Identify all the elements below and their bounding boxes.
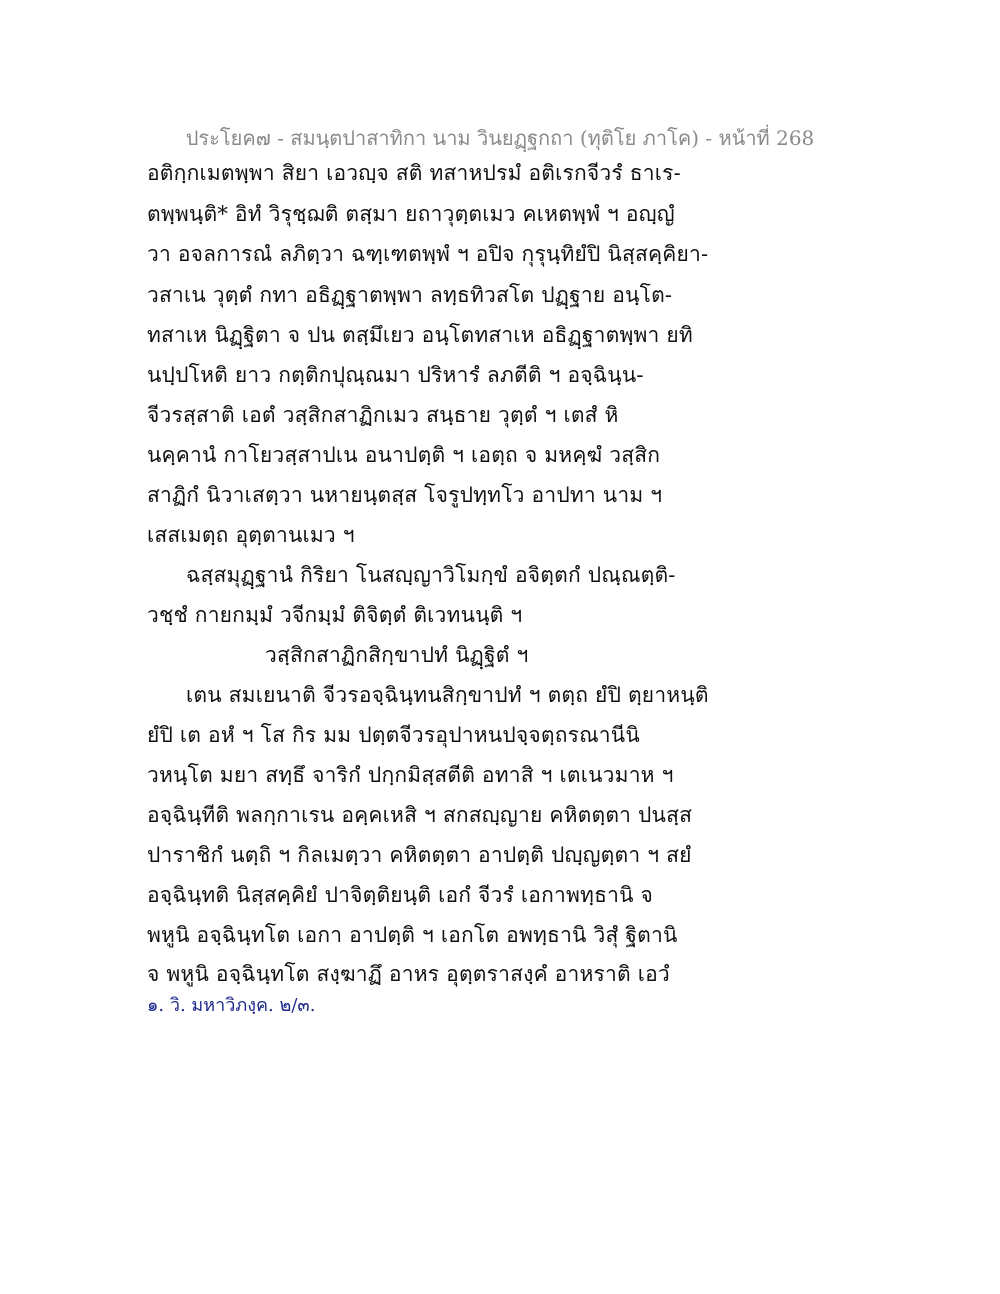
body-line: ฉสฺสมุฏฺฐานํ กิริยา โนสญฺญาวิโมกฺขํ อจิตฺตกํ ปณฺณตฺติ- — [186, 563, 676, 587]
body-line: สาฏิกํ นิวาเสตฺวา นหายนฺตสฺส โจรูปทฺทโว อาปทา นาม ฯ — [147, 483, 663, 507]
body-line: วา อจลการณํ ลภิตฺวา ฉฑฺเฑตพฺพํ ฯ อปิจ กุรุนฺทิยํปิ นิสฺสคฺคิยา- — [147, 242, 709, 266]
body-line: จ พหูนิ อจฺฉินฺทโต สงฺฆาฏึ อาหร อุตฺตราสงฺคํ อาหราติ เอวํ — [147, 962, 670, 986]
page-header: ประโยค๗ - สมนฺตปาสาทิกา นาม วินยฏฺฐกถา (ทุติโย ภาโค) - หน้าที่ 268 — [185, 126, 815, 150]
body-line: อจฺฉินฺทติ นิสฺสคฺคิยํ ปาจิตฺติยนฺติ เอกํ จีวรํ เอกาพทฺธานิ จ — [147, 883, 654, 907]
body-line: ทสาเห นิฏฺฐิตา จ ปน ตสฺมึเยว อนฺโตทสาเห อธิฏฺฐาตพฺพา ยทิ — [147, 323, 693, 347]
body-line: เตน สมเยนาติ จีวรอจฺฉินฺทนสิกฺขาปทํ ฯ ตตฺถ ยํปิ ตฺยาหนฺติ — [186, 683, 709, 707]
body-line: วชฺชํ กายกมฺมํ วจีกมฺมํ ติจิตฺตํ ติเวทนนฺติ ฯ — [147, 603, 523, 627]
body-line: ตพฺพนฺติ* อิทํ วิรุชฺฌติ ตสฺมา ยถาวุตฺตเมว คเหตพฺพํ ฯ อญฺญํ — [147, 202, 675, 226]
body-line: เสสเมตฺถ อุตฺตานเมว ฯ — [147, 523, 355, 547]
footnote: ๑. วิ. มหาวิภงฺค. ๒/๓. — [147, 995, 316, 1016]
body-line: นคฺคานํ กาโยวสฺสาปเน อนาปตฺติ ฯ เอตฺถ จ มหคฺฆํ วสฺสิก — [147, 443, 661, 467]
body-line: จีวรสฺสาติ เอตํ วสฺสิกสาฏิกเมว สนฺธาย วุตฺตํ ฯ เตสํ หิ — [147, 403, 619, 427]
body-line: นปฺปโหติ ยาว กตฺติกปุณฺณมา ปริหารํ ลภตีติ ฯ อจฺฉินฺน- — [147, 363, 644, 387]
body-line: ยํปิ เต อหํ ฯ โส กิร มม ปตฺตจีวรอุปาหนปจฺจตฺถรณานีนิ — [147, 723, 640, 747]
section-end-title: วสฺสิกสาฏิกสิกฺขาปทํ นิฏฺฐิตํ ฯ — [265, 643, 529, 667]
body-line: วสาเน วุตฺตํ กทา อธิฏฺฐาตพฺพา ลทฺธทิวสโต ปฏฺฐาย อนฺโต- — [147, 283, 673, 307]
body-line: ปาราชิกํ นตฺถิ ฯ กิลเมตฺวา คหิตตฺตา อาปตฺติ ปญฺญตฺตา ฯ สยํ — [147, 843, 692, 867]
body-line: พหูนิ อจฺฉินฺทโต เอกา อาปตฺติ ฯ เอกโต อพทฺธานิ วิสุํ ฐิตานิ — [147, 923, 678, 947]
body-line: อติกฺกเมตพฺพา สิยา เอวญฺจ สติ ทสาหปรมํ อติเรกจีวรํ ธาเร- — [147, 161, 681, 185]
body-line: อจฺฉินฺทีติ พลกฺกาเรน อคฺคเหสิ ฯ สกสญฺญาย คหิตตฺตา ปนสฺส — [147, 803, 693, 827]
body-line: วหนฺโต มยา สทฺธึ จาริกํ ปกฺกมิสฺสตีติ อทาสิ ฯ เตเนวมาห ฯ — [147, 763, 674, 787]
